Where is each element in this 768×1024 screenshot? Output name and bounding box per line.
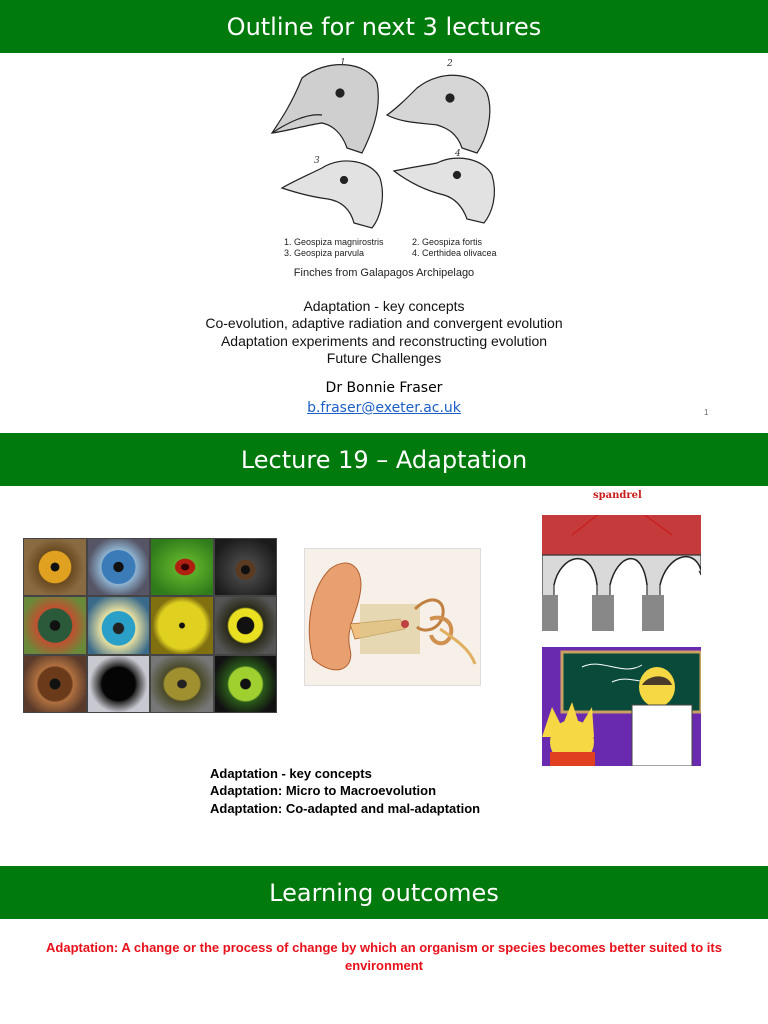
finches-illustration [262, 53, 512, 263]
eye-photo [23, 596, 87, 654]
page-number: 1 [704, 408, 709, 417]
adaptation-definition: Adaptation: A change or the process of change by which an organism or species becomes better suited to its environment [46, 940, 722, 973]
ear-drawing [305, 549, 480, 685]
finch-drawing [262, 53, 512, 263]
spandrel-label: spandrel [593, 490, 642, 501]
eye-photo [150, 538, 214, 596]
finch-2 [387, 75, 490, 153]
topic-item: Adaptation: Co-adapted and mal-adaptation [210, 800, 481, 816]
spandrel-architecture-image [542, 515, 701, 631]
eye-photo [23, 538, 87, 596]
eye-photo [150, 596, 214, 654]
finch-legend-4: 4. Certhidea olivacea [412, 248, 497, 258]
finch-1 [272, 65, 378, 153]
author-name: Dr Bonnie Fraser [325, 380, 443, 396]
finch-number-4: 4 [455, 149, 461, 159]
finch-number-1: 1 [340, 58, 346, 68]
finches-caption: Finches from Galapagos Archipelago [293, 267, 475, 279]
slide-title: Learning outcomes [0, 866, 768, 919]
eye-photo [214, 655, 278, 713]
cartoon-drawing [542, 647, 701, 766]
eye-photo [150, 655, 214, 713]
author-email-link[interactable]: b.fraser@exeter.ac.uk [307, 400, 461, 416]
agenda-item: Adaptation - key concepts [303, 298, 465, 314]
finch-number-2: 2 [447, 59, 453, 69]
slide-title: Outline for next 3 lectures [0, 0, 768, 53]
lecture-agenda [0, 298, 768, 367]
finch-number-3: 3 [314, 156, 320, 166]
finch-legend-2: 2. Geospiza fortis [412, 237, 483, 247]
agenda-item: Co-evolution, adaptive radiation and convergent evolution [205, 315, 563, 332]
eye-photo [23, 655, 87, 713]
eye-photo [87, 538, 151, 596]
topic-item: Adaptation: Micro to Macroevolution [210, 783, 437, 799]
topic-item: Adaptation - key concepts [210, 766, 372, 781]
finch-legend-1: 1. Geospiza magnirostris [284, 237, 384, 247]
finch-3 [282, 161, 382, 228]
cartoon-classroom-image [542, 647, 701, 766]
eye-photo [87, 655, 151, 713]
agenda-item: Adaptation experiments and reconstructing evolution [220, 332, 548, 349]
lecture-topics [210, 765, 480, 817]
ear-anatomy-diagram [304, 548, 481, 686]
finch-4 [394, 158, 494, 223]
finch-legend-3: 3. Geospiza parvula [284, 248, 365, 258]
spandrel-drawing [542, 515, 701, 631]
animal-eyes-collage [23, 538, 277, 713]
eye-photo [214, 538, 278, 596]
slide-title: Lecture 19 – Adaptation [0, 433, 768, 486]
agenda-item: Future Challenges [326, 349, 442, 366]
eye-photo [87, 596, 151, 654]
slide-outline [0, 0, 768, 433]
eye-photo [214, 596, 278, 654]
